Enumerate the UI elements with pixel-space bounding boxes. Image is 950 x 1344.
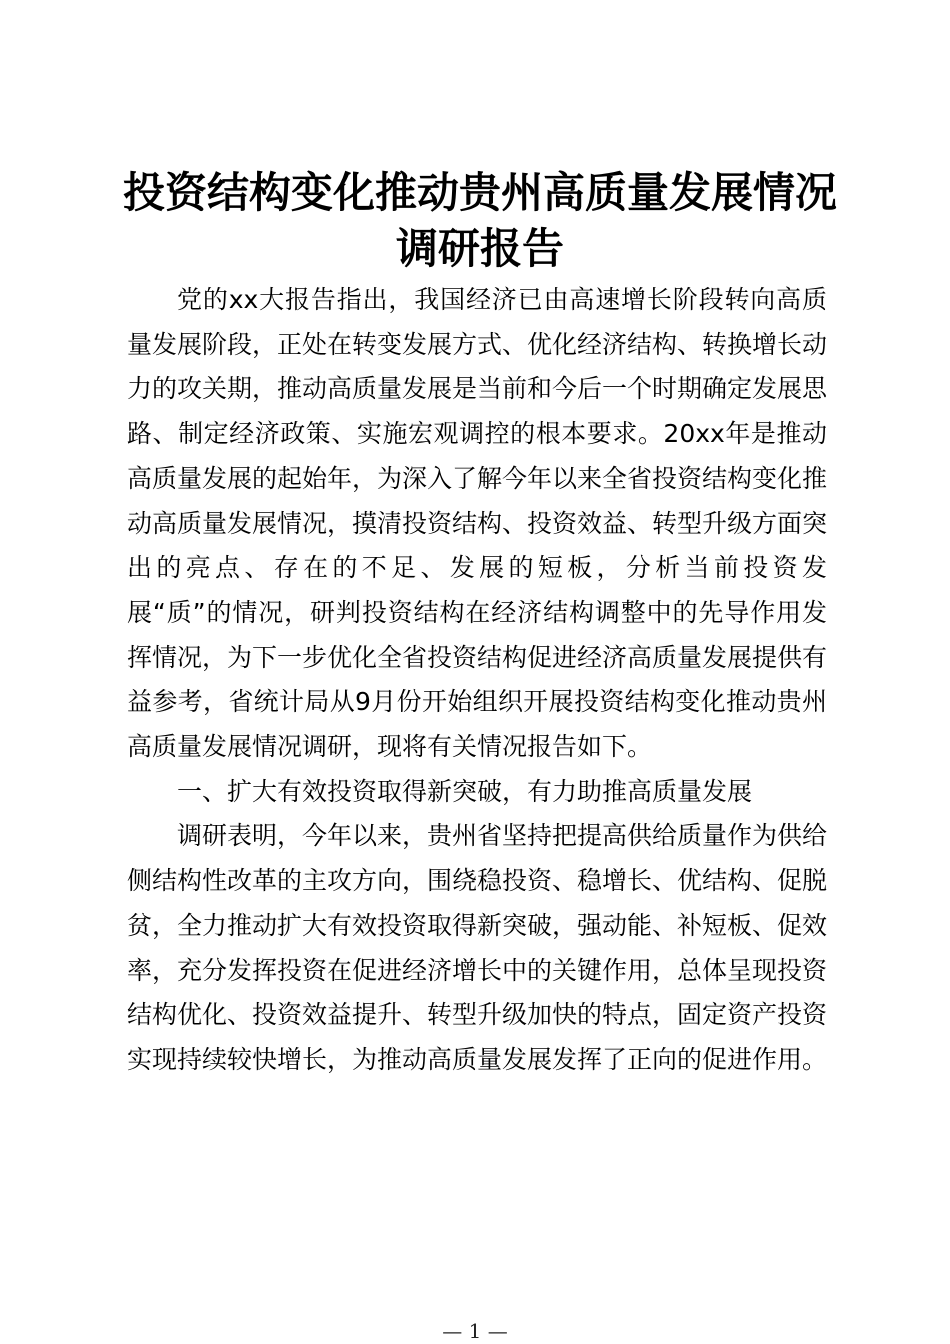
document-body	[127, 278, 827, 1083]
section-paragraph-1: 调研表明，今年以来，贵州省坚持把提高供给质量作为供给侧结构性改革的主攻方向，围绕稳投资、稳增长、优结构、促脱贫，全力推动扩大有效投资取得新突破，强动能、补短板、促效率，充分发挥投资在促进经济增长中的关键作用，总体呈现投资结构优化、投资效益提升、转型升级加快的特点，固定资产投资实现持续较快增长，为推动高质量发展发挥了正向的促进作用。	[127, 821, 828, 1074]
intro-paragraph: 党的xx大报告指出，我国经济已由高速增长阶段转向高质量发展阶段，正处在转变发展方式、优化经济结构、转换增长动力的攻关期，推动高质量发展是当前和今后一个时期确定发展思路、制定经济政策、实施宏观调控的根本要求。20xx年是推动高质量发展的起始年，为深入了解今年以来全省投资结构变化推动高质量发展情况，摸清投资结构、投资效益、转型升级方面突出的亮点、存在的不足、发展的短板，分析当前投资发展“质”的情况，研判投资结构在经济结构调整中的先导作用发挥情况，为下一步优化全省投资结构促进经济高质量发展提供有益参考，省统计局从9月份开始组织开展投资结构变化推动贵州高质量发展情况调研，现将有关情况报告如下。	[127, 285, 828, 762]
section-heading-1: 一、扩大有效投资取得新突破，有力助推高质量发展	[177, 776, 753, 806]
document-title-line2: 调研报告	[395, 224, 564, 273]
page-number: — 1 —	[442, 1319, 508, 1343]
document-title-line1: 投资结构变化推动贵州高质量发展情况	[122, 168, 837, 217]
